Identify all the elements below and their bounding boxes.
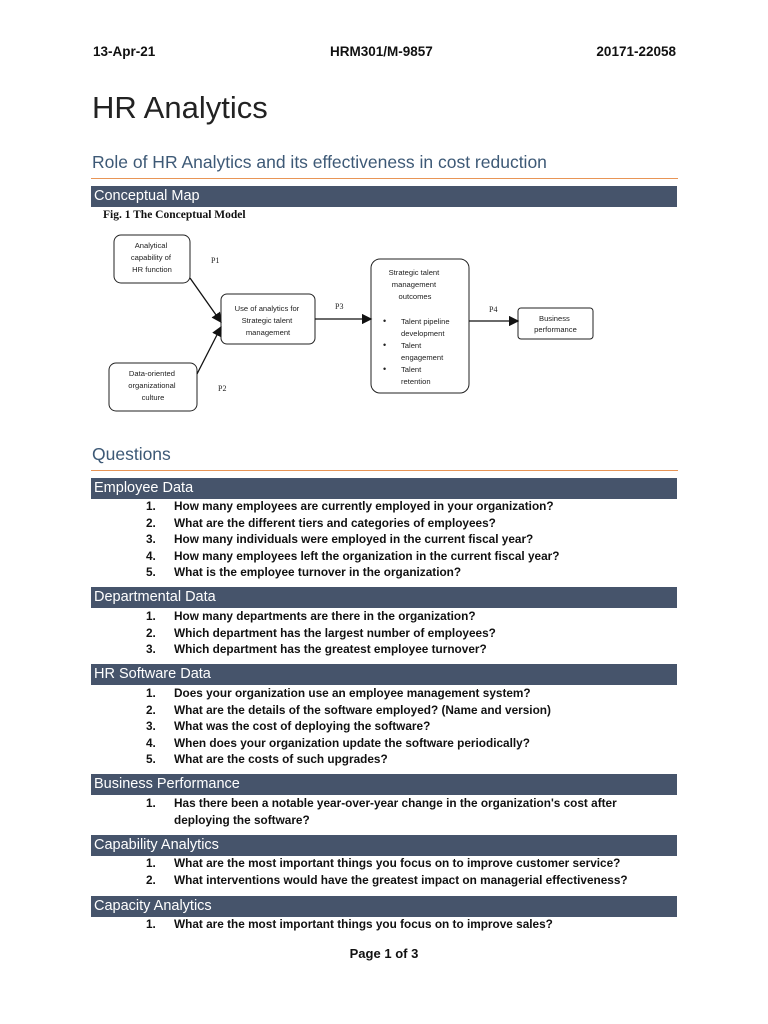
list-item: 1. How many employees are currently employed in your organization? <box>146 499 554 513</box>
node-culture-line-2: organizational <box>128 381 176 390</box>
list-item: 2. What interventions would have the greatest impact on managerial effectiveness? <box>146 872 628 887</box>
header-date: 13-Apr-21 <box>93 44 156 59</box>
node-use-line-1: Use of analytics for <box>234 304 300 313</box>
header-id: 20171-22058 <box>596 44 676 59</box>
section-heading-conceptual-map: Conceptual Map <box>91 186 677 207</box>
section-heading-capability-analytics: Capability Analytics <box>91 835 677 856</box>
svg-text:Business performance <box>534 314 577 334</box>
svg-text:Analytical capability of <box>131 241 173 274</box>
questions-heading: Questions <box>92 444 171 464</box>
question-list-hr-software-data <box>146 685 666 768</box>
arrow-p1 <box>190 278 221 322</box>
bullet-pipeline-line-2: development <box>401 329 445 338</box>
bullet-retention-line-2: retention <box>401 377 431 386</box>
question-list-business-performance <box>146 795 646 828</box>
node-analytical-line-1: Analytical <box>134 241 168 250</box>
subtitle-rule <box>91 178 678 179</box>
figure-caption: Fig. 1 The Conceptual Model <box>103 209 246 221</box>
bullet-retention-line-1: Talent <box>401 365 422 374</box>
document-title: HR Analytics <box>92 90 268 125</box>
conceptual-model-figure <box>91 204 621 422</box>
node-culture-line-1: Data-oriented <box>128 369 175 378</box>
list-item: 1. What are the most important things you focus on to improve customer service? <box>146 856 621 870</box>
header-course: HRM301/M-9857 <box>330 44 433 59</box>
list-item: 4. How many employees left the organization in the current fiscal year? <box>146 548 560 563</box>
svg-text:Strategic talent managem <box>389 268 442 301</box>
section-heading-hr-software-data: HR Software Data <box>91 664 677 685</box>
page-footer <box>0 946 768 961</box>
node-use-line-3: management <box>245 328 291 337</box>
footer-page-current: 1 <box>384 946 392 961</box>
list-item: 3. How many individuals were employed in the current fiscal year? <box>146 532 534 547</box>
list-item: 5. What are the costs of such upgrades? <box>146 752 388 767</box>
footer-page-total: 3 <box>411 946 419 961</box>
arrow-p2 <box>197 327 221 374</box>
bullet-dot: • <box>383 316 387 326</box>
node-analytical-line-3: HR function <box>132 265 172 274</box>
bullet-engagement-line-1: Talent <box>401 341 422 350</box>
questions-rule <box>91 470 678 471</box>
path-label-p1: P1 <box>211 256 220 265</box>
node-business-line-1: Business <box>539 314 570 323</box>
question-list-departmental-data <box>146 608 666 658</box>
node-use-line-2: Strategic talent <box>241 316 293 325</box>
node-business-line-2: performance <box>534 325 577 334</box>
section-heading-employee-data: Employee Data <box>91 478 677 499</box>
question-list-capability-analytics <box>146 855 666 888</box>
list-item: 1. Does your organization use an employee management system? <box>146 686 531 700</box>
list-item: 2. Which department has the largest number of employees? <box>146 625 496 640</box>
section-heading-departmental-data: Departmental Data <box>91 587 677 608</box>
section-heading-business-performance: Business Performance <box>91 774 677 795</box>
path-label-p4: P4 <box>489 305 498 314</box>
bullet-pipeline-line-1: Talent pipeline <box>401 317 450 326</box>
node-outcomes-line-1: Strategic talent <box>388 268 440 277</box>
svg-text:Use of analytics for Str <box>235 304 302 337</box>
question-list-capacity-analytics <box>146 916 666 933</box>
list-item: 1. What are the most important things you focus on to improve sales? <box>146 917 553 931</box>
list-item: 3. What was the cost of deploying the software? <box>146 719 431 734</box>
path-label-p2: P2 <box>218 384 227 393</box>
path-label-p3: P3 <box>335 302 344 311</box>
footer-page-label: Page <box>349 946 381 961</box>
node-analytical-line-2: capability of <box>130 253 171 262</box>
question-list-employee-data <box>146 498 666 581</box>
bullet-engagement-line-2: engagement <box>401 353 444 362</box>
bullet-dot: • <box>383 364 387 374</box>
list-item: 1. Has there been a notable year-over-year change in the organization's cost after deploying the software? <box>146 796 617 827</box>
node-business-performance <box>518 308 593 339</box>
list-item: 3. Which department has the greatest employee turnover? <box>146 642 487 657</box>
list-item: 2. What are the different tiers and categories of employees? <box>146 515 496 530</box>
list-item: 4. When does your organization update the software periodically? <box>146 735 530 750</box>
section-heading-capacity-analytics: Capacity Analytics <box>91 896 677 917</box>
footer-of-label: of <box>395 946 408 961</box>
node-outcomes-line-3: outcomes <box>398 292 432 301</box>
list-item: 5. What is the employee turnover in the organization? <box>146 565 462 580</box>
list-item: 1. How many departments are there in the organization? <box>146 609 476 623</box>
list-item: 2. What are the details of the software employed? (Name and version) <box>146 702 551 717</box>
node-culture-line-3: culture <box>141 393 165 402</box>
bullet-dot: • <box>383 340 387 350</box>
svg-text:Data-oriented organizati <box>128 369 177 402</box>
document-subtitle: Role of HR Analytics and its effectiveness in cost reduction <box>92 152 547 172</box>
node-outcomes-line-2: management <box>391 280 437 289</box>
